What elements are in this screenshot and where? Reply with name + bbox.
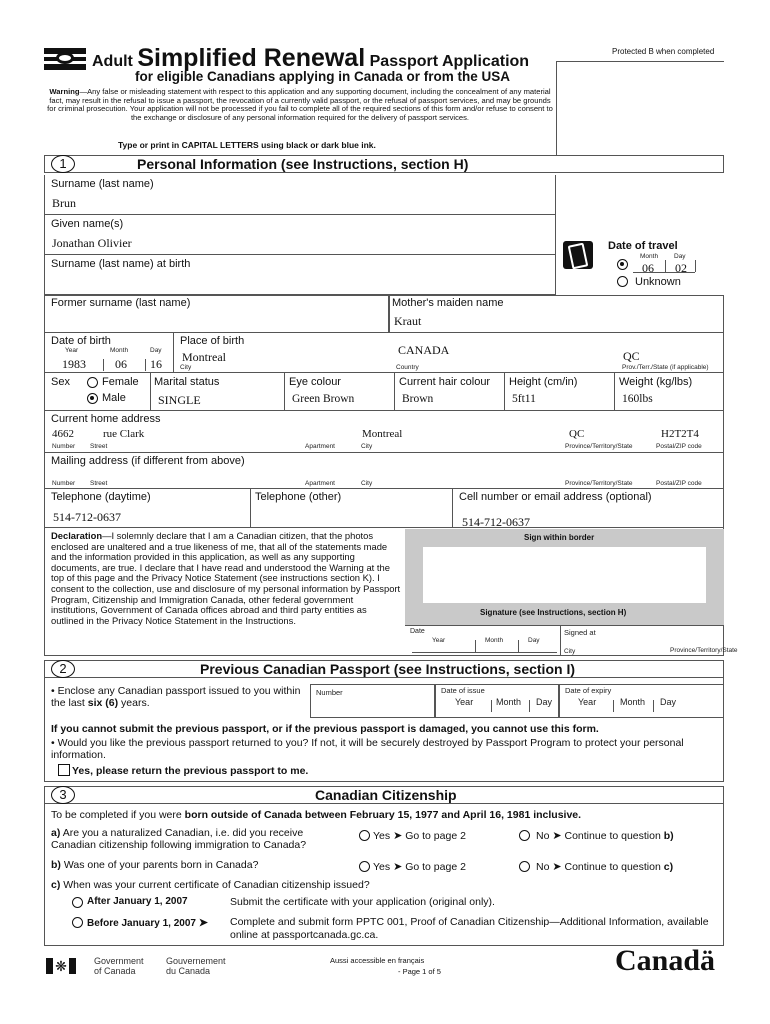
arrow-right-icon: ➤	[552, 830, 562, 842]
section-title: Canadian Citizenship	[315, 787, 457, 803]
prov-label: Prov./Terr./State (if applicable)	[622, 364, 709, 371]
addr-postal-value: H2T2T4	[661, 428, 699, 440]
marital-value: SINGLE	[158, 393, 201, 407]
section-2-header	[44, 660, 724, 678]
canada-wordmark: Canadä	[615, 944, 716, 977]
sex-female-radio[interactable]	[87, 377, 98, 388]
former-surname-label: Former surname (last name)	[51, 297, 191, 309]
day-label: Day	[660, 697, 677, 707]
travel-date-label: Date of travel	[608, 240, 678, 252]
qa-yes-label: Yes ➤ Go to page 2	[373, 830, 466, 842]
country-label: Country	[396, 364, 419, 371]
cell-label: Cell number or email address (optional)	[459, 491, 652, 503]
number-label: Number	[316, 688, 343, 697]
gov-english: Government of Canada	[94, 956, 144, 976]
luggage-icon	[563, 241, 593, 269]
tel-other-label: Telephone (other)	[255, 491, 342, 503]
qb-no-radio[interactable]	[519, 861, 530, 872]
qa-no-radio[interactable]	[519, 830, 530, 841]
travel-date-radio[interactable]	[617, 259, 628, 270]
travel-day-value: 02	[675, 261, 687, 275]
number-label: Number	[52, 443, 76, 450]
month-label: Month	[620, 697, 646, 707]
day-label: Day	[536, 697, 553, 707]
city-label: City	[361, 443, 373, 450]
before-2007-label: Before January 1, 2007 ➤	[87, 917, 208, 929]
after-2007-text: Submit the certificate with your application (original only).	[230, 896, 495, 908]
surname-value: Brun	[52, 196, 76, 210]
apartment-label: Apartment	[305, 443, 335, 450]
arrow-right-icon: ➤	[198, 917, 208, 929]
signature-box[interactable]	[423, 547, 706, 603]
weight-value: 160lbs	[622, 393, 653, 405]
before-2007-text: Complete and submit form PPTC 001, Proof of Canadian Citizenship—Additional Information, available online at passportcanada.gc.ca.	[230, 916, 709, 941]
male-label: Male	[102, 392, 126, 404]
section-number: 2	[51, 660, 75, 678]
year-label: Year	[578, 697, 597, 707]
dob-year-value: 1983	[62, 357, 86, 371]
signature-label: Signature (see Instructions, section H)	[480, 608, 627, 617]
arrow-right-icon: ➤	[393, 830, 403, 842]
after-2007-radio[interactable]	[72, 897, 83, 908]
month-label: Month	[110, 347, 129, 354]
given-name-value: Jonathan Olivier	[52, 236, 132, 250]
dob-label: Date of birth	[51, 335, 111, 347]
number-label: Number	[52, 480, 76, 487]
arrow-right-icon: ➤	[552, 861, 562, 873]
form-title: Adult Simplified Renewal Passport Application	[92, 44, 530, 72]
expiry-date-label: Date of expiry	[565, 686, 612, 695]
pob-country-value: CANADA	[398, 343, 450, 357]
female-label: Female	[102, 376, 139, 388]
citizenship-intro: To be completed if you were born outside of Canada between February 15, 1977 and April 16, 1981 inclusive.	[51, 809, 582, 821]
apartment-label: Apartment	[305, 480, 335, 487]
height-value: 5ft11	[512, 393, 536, 405]
question-b: b) Was one of your parents born in Canada?	[51, 859, 259, 871]
addr-prov-value: QC	[569, 428, 585, 440]
print-instruction: Type or print in CAPITAL LETTERS using black or dark blue ink.	[118, 140, 376, 150]
hair-label: Current hair colour	[399, 376, 491, 388]
prov-state-label: Province/Territory/State	[565, 443, 633, 450]
pob-city-value: Montreal	[182, 350, 226, 364]
eye-label: Eye colour	[289, 376, 341, 388]
return-checkbox[interactable]	[58, 764, 70, 776]
canada-flag-icon: ❋	[46, 958, 76, 974]
qb-yes-radio[interactable]	[359, 861, 370, 872]
maiden-name-label: Mother's maiden name	[392, 297, 504, 309]
weight-label: Weight (kg/lbs)	[619, 376, 693, 388]
day-label: Day	[150, 347, 162, 354]
unknown-label: Unknown	[635, 276, 681, 288]
dob-month-value: 06	[115, 357, 127, 371]
day-label: Day	[674, 253, 686, 260]
signed-at-label: Signed at	[564, 628, 596, 637]
qa-no-label: No ➤ Continue to question b)	[536, 830, 674, 842]
surname-label: Surname (last name)	[51, 178, 154, 190]
city-label: City	[564, 648, 576, 655]
sex-male-radio[interactable]	[87, 393, 98, 404]
form-subtitle: for eligible Canadians applying in Canada or from the USA	[135, 69, 511, 84]
given-name-label: Given name(s)	[51, 218, 124, 230]
section-number: 1	[51, 155, 75, 173]
qa-yes-radio[interactable]	[359, 830, 370, 841]
pob-prov-value: QC	[623, 349, 640, 363]
page-number: - Page 1 of 5	[398, 967, 441, 976]
section-3-header	[44, 786, 724, 804]
prov-state-label: Province/Territory/State	[565, 480, 633, 487]
section-title: Previous Canadian Passport (see Instructions, section I)	[200, 661, 575, 677]
travel-month-value: 06	[642, 261, 654, 275]
mailing-address-label: Mailing address (if different from above)	[51, 455, 245, 467]
gov-french: Gouvernement du Canada	[166, 956, 226, 976]
height-label: Height (cm/in)	[509, 376, 578, 388]
section-title: Personal Information (see Instructions, section H)	[137, 156, 469, 172]
marital-label: Marital status	[154, 376, 220, 388]
french-note: Aussi accessible en français	[330, 956, 425, 965]
passport-logo	[44, 48, 86, 70]
qb-no-label: No ➤ Continue to question c)	[536, 861, 674, 873]
cannot-submit-warning: If you cannot submit the previous passport, or if the previous passport is damaged, you cannot use this form.	[51, 723, 599, 735]
sign-within-label: Sign within border	[524, 533, 595, 542]
arrow-right-icon: ➤	[393, 861, 403, 873]
city-label: City	[361, 480, 373, 487]
warning-text: Warning—Any false or misleading statement with respect to this application and any supporting document, including the concealment of any material fact, may result in the refusal to issue a passport, the revocation of a currently valid passport, or the refusal of passport services, and may be grounds for criminal prosecution. Your application will not be processed if you fail to complete all of the required sections of this form and/or refuse to consent to the exchange or disclosure of any personal information required for the delivery of passport services.	[47, 87, 553, 123]
city-label: City	[180, 364, 192, 371]
section-1-header	[44, 155, 724, 173]
enclose-text: • Enclose any Canadian passport issued to you within the last six (6) years.	[51, 685, 301, 709]
postal-label: Postal/ZIP code	[656, 443, 702, 450]
tel-daytime-value[interactable]: 514-712-0637	[53, 510, 121, 524]
protected-label: Protected B when completed	[612, 47, 715, 56]
eye-value: Green Brown	[292, 393, 355, 405]
cell-value[interactable]: 514-712-0637	[462, 515, 530, 529]
month-label: Month	[496, 697, 522, 707]
day-label: Day	[528, 637, 540, 644]
home-address-label: Current home address	[51, 413, 161, 425]
addr-number-value: 4662	[52, 428, 74, 440]
question-a: a) Are you a naturalized Canadian, i.e. did you receive Canadian citizenship following immigration to Canada?	[51, 827, 307, 851]
return-yes-label: Yes, please return the previous passport to me.	[72, 765, 309, 777]
addr-street-value: rue Clark	[103, 428, 145, 440]
birth-surname-label: Surname (last name) at birth	[51, 258, 191, 270]
year-label: Year	[432, 637, 446, 644]
maiden-name-value: Kraut	[394, 314, 422, 328]
declaration-text: Declaration—I solemnly declare that I am a Canadian citizen, that the photos enclosed are unaltered and a true likeness of me, that all of the statements made and the information provided in this application, as well as any supporting documents, are true. I declare that I have read and understood the Warning at the top of this page and the Privacy Notice Statement (see instructions section K). I consent to the collection, use and disclosure of my personal information by Passport Program, Citizenship and Immigration Canada, other federal government institutions, Government of Canada offices abroad and third party entities as outlined in the Privacy Notice Statement in the Instructions.	[51, 530, 401, 626]
postal-label: Postal/ZIP code	[656, 480, 702, 487]
year-label: Year	[455, 697, 474, 707]
pob-label: Place of birth	[180, 335, 245, 347]
issue-date-label: Date of issue	[441, 686, 485, 695]
dob-day-value: 16	[150, 357, 162, 371]
tel-daytime-label: Telephone (daytime)	[51, 491, 151, 503]
qb-yes-label: Yes ➤ Go to page 2	[373, 861, 466, 873]
street-label: Street	[90, 480, 108, 487]
hair-value: Brown	[402, 393, 434, 405]
month-label: Month	[485, 637, 504, 644]
month-label: Month	[640, 253, 659, 260]
return-question: • Would you like the previous passport returned to you? If not, it will be securely destroyed by Passport Program to protect your personal information.	[51, 737, 684, 761]
sex-label: Sex	[51, 376, 70, 388]
question-c: c) When was your current certificate of Canadian citizenship issued?	[51, 879, 370, 891]
after-2007-label: After January 1, 2007	[87, 896, 188, 907]
section-number: 3	[51, 786, 75, 804]
addr-city-value: Montreal	[362, 428, 403, 440]
travel-unknown-radio[interactable]	[617, 276, 628, 287]
prov-terr-state-label: Province/Territory/State	[670, 647, 738, 654]
year-label: Year	[65, 347, 79, 354]
street-label: Street	[90, 443, 108, 450]
before-2007-radio[interactable]	[72, 917, 83, 928]
date-label: Date	[410, 628, 425, 635]
